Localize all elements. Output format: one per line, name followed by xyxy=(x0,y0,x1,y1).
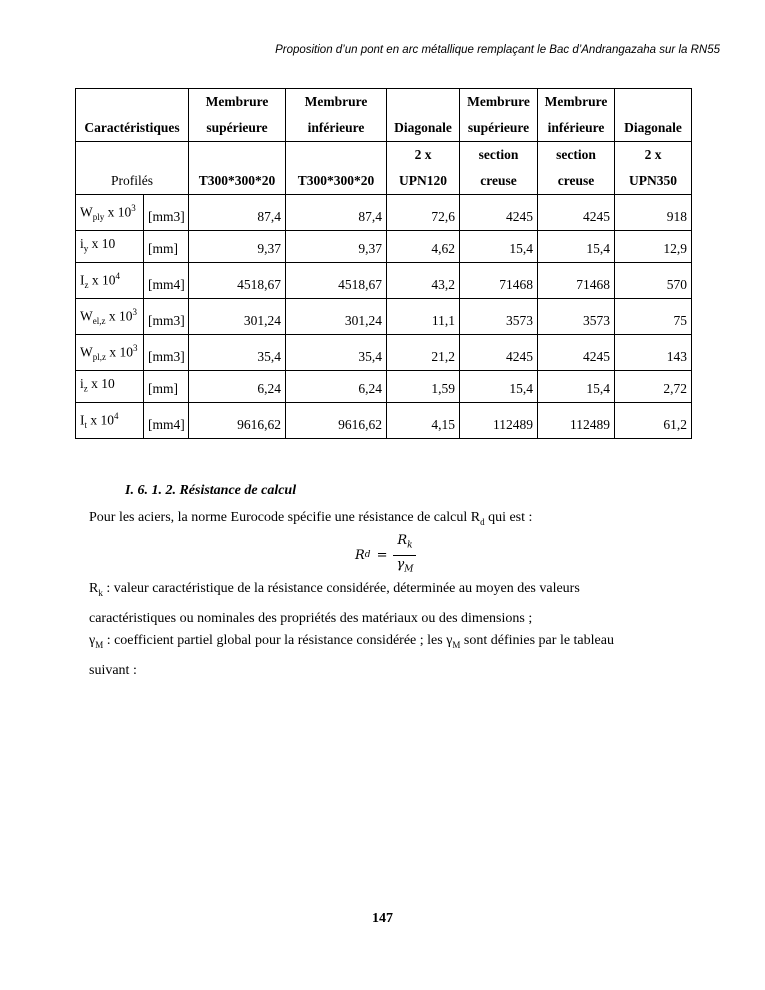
row-unit: [mm] xyxy=(144,371,189,403)
row-symbol: $I_z$ x $10^4$ xyxy=(76,262,144,298)
profile-col-5: section creuse xyxy=(538,142,615,195)
header-col-5: Membrure inférieure xyxy=(538,89,615,142)
table-cell: 9616,62 xyxy=(286,403,387,439)
header-col-4: Membrure supérieure xyxy=(460,89,538,142)
table-cell: 71468 xyxy=(538,262,615,298)
data-rows xyxy=(76,195,692,439)
row-symbol: $I_t$ x $10^4$ xyxy=(76,403,144,439)
table-cell: 15,4 xyxy=(538,371,615,403)
row-unit: [mm4] xyxy=(144,403,189,439)
row-unit: [mm4] xyxy=(144,262,189,298)
table-row xyxy=(76,195,692,231)
profile-col-3: 2 x UPN120 xyxy=(387,142,460,195)
table-cell: 87,4 xyxy=(286,195,387,231)
table-cell: 301,24 xyxy=(286,299,387,335)
rk-definition: $R_k$ : valeur caractéristique de la résistance considérée, déterminée au moyen des valeurs caractéristiques ou nominales des propriétés des matériaux ou des dimensions ; xyxy=(89,581,580,626)
row-symbol: $W_{el,z}$ x $10^3$ xyxy=(76,299,144,335)
table-cell: 4,15 xyxy=(387,403,460,439)
table-cell: 1,59 xyxy=(387,371,460,403)
table-cell: 4245 xyxy=(538,195,615,231)
header-characteristics: Caractéristiques xyxy=(76,89,189,142)
table-cell: 4,62 xyxy=(387,231,460,263)
table-row xyxy=(76,299,692,335)
table-cell: 61,2 xyxy=(615,403,692,439)
table-cell: 4518,67 xyxy=(286,262,387,298)
table-cell: 2,72 xyxy=(615,371,692,403)
table-row xyxy=(76,371,692,403)
section-title: I. 6. 1. 2. Résistance de calcul xyxy=(125,483,297,498)
profile-col-6: 2 x UPN350 xyxy=(615,142,692,195)
table-cell: 3573 xyxy=(538,299,615,335)
table-cell: 9,37 xyxy=(286,231,387,263)
table-cell: 75 xyxy=(615,299,692,335)
design-resistance-formula: R d = $\frac{R_k}{\gamma_M}$ xyxy=(355,532,416,578)
profile-col-2: T300*300*20 xyxy=(286,142,387,195)
table-cell: 11,1 xyxy=(387,299,460,335)
table-cell: 87,4 xyxy=(189,195,286,231)
properties-table xyxy=(75,88,692,439)
intro-paragraph: Pour les aciers, la norme Eurocode spécifie une résistance de calcul $R_d$ qui est : xyxy=(89,510,533,527)
gamma-definition: $\gamma_M$ : coefficient partiel global pour la résistance considérée ; les $\gamma_M$ sont définies par le tableau suivant : xyxy=(89,633,614,678)
table-cell: 918 xyxy=(615,195,692,231)
row-symbol: $W_{ply}$ x $10^3$ xyxy=(76,195,144,231)
header-row-profiles xyxy=(76,142,692,195)
table-cell: 4245 xyxy=(538,335,615,371)
row-symbol: $i_z$ x 10 xyxy=(76,371,144,403)
header-col-3: Diagonale xyxy=(387,89,460,142)
header-col-2: Membrure inférieure xyxy=(286,89,387,142)
page-number: 147 xyxy=(372,911,393,926)
table-cell: 143 xyxy=(615,335,692,371)
table-cell: 112489 xyxy=(538,403,615,439)
row-unit: [mm3] xyxy=(144,299,189,335)
table-cell: 35,4 xyxy=(286,335,387,371)
table-row xyxy=(76,335,692,371)
table-cell: 71468 xyxy=(460,262,538,298)
table-cell: 15,4 xyxy=(460,231,538,263)
table-cell: 3573 xyxy=(460,299,538,335)
table-cell: 9616,62 xyxy=(189,403,286,439)
row-unit: [mm3] xyxy=(144,195,189,231)
table-row xyxy=(76,403,692,439)
table-cell: 4245 xyxy=(460,195,538,231)
row-symbol: $W_{pl,z}$ x $10^3$ xyxy=(76,335,144,371)
table-cell: 6,24 xyxy=(286,371,387,403)
table-cell: 6,24 xyxy=(189,371,286,403)
table-row xyxy=(76,231,692,263)
table-cell: 4518,67 xyxy=(189,262,286,298)
header-profiles: Profilés xyxy=(76,142,189,195)
table-cell: 15,4 xyxy=(538,231,615,263)
table-cell: 72,6 xyxy=(387,195,460,231)
table-cell: 43,2 xyxy=(387,262,460,298)
table-row xyxy=(76,262,692,298)
table-cell: 570 xyxy=(615,262,692,298)
row-symbol: $i_y$ x 10 xyxy=(76,231,144,263)
row-unit: [mm] xyxy=(144,231,189,263)
table-cell: 112489 xyxy=(460,403,538,439)
running-header: Proposition d’un pont en arc métallique remplaçant le Bac d’Andrangazaha sur la RN55 xyxy=(275,44,720,56)
row-unit: [mm3] xyxy=(144,335,189,371)
header-row-members xyxy=(76,89,692,142)
table-cell: 301,24 xyxy=(189,299,286,335)
header-col-6: Diagonale xyxy=(615,89,692,142)
table-cell: 12,9 xyxy=(615,231,692,263)
table-cell: 4245 xyxy=(460,335,538,371)
table-cell: 35,4 xyxy=(189,335,286,371)
table-cell: 15,4 xyxy=(460,371,538,403)
header-col-1: Membrure supérieure xyxy=(189,89,286,142)
table-cell: 9,37 xyxy=(189,231,286,263)
profile-col-1: T300*300*20 xyxy=(189,142,286,195)
profile-col-4: section creuse xyxy=(460,142,538,195)
table-cell: 21,2 xyxy=(387,335,460,371)
